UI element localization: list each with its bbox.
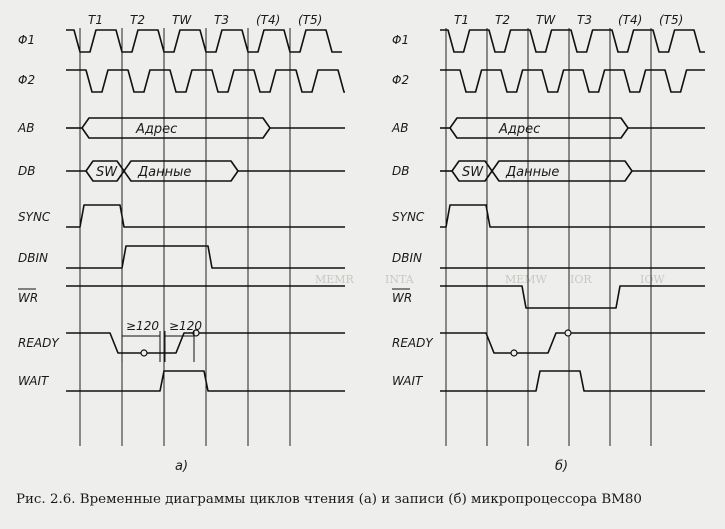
tick-label-t2: T2 bbox=[495, 13, 510, 27]
setup-time-label: ≥120 bbox=[126, 319, 159, 333]
tick-label-t5: (T5) bbox=[659, 13, 684, 27]
signal-label-1: Φ1 bbox=[18, 33, 36, 47]
tick-label-t3: T3 bbox=[577, 13, 592, 27]
tick-label-t3: T3 bbox=[214, 13, 229, 27]
setup-time-label: ≥120 bbox=[169, 319, 202, 333]
ghost-text: INTA bbox=[385, 273, 414, 286]
ghost-text: MEMW bbox=[505, 273, 547, 286]
phi2-waveform bbox=[440, 70, 705, 92]
tick-label-t5: (T5) bbox=[298, 13, 323, 27]
signal-label-wr: WR bbox=[18, 291, 39, 305]
ghost-text: MEMR bbox=[315, 273, 354, 286]
phi1-waveform bbox=[66, 30, 342, 52]
write-cycle-panel bbox=[391, 13, 705, 474]
signal-label-2: Φ2 bbox=[392, 73, 410, 87]
wr-waveform bbox=[440, 286, 705, 308]
sample-point-marker bbox=[511, 350, 517, 356]
tick-label-t2: T2 bbox=[130, 13, 145, 27]
signal-label-ready: READY bbox=[18, 336, 59, 350]
signal-label-sync: SYNC bbox=[392, 210, 425, 224]
status-word-label: SW bbox=[96, 165, 118, 180]
phi1-waveform bbox=[440, 30, 705, 52]
address-label: Адрес bbox=[136, 122, 178, 137]
signal-label-sync: SYNC bbox=[18, 210, 51, 224]
ready-waveform bbox=[440, 333, 705, 353]
signal-label-wait: WAIT bbox=[392, 374, 423, 388]
tick-label-t4: (T4) bbox=[256, 13, 281, 27]
signal-label-ready: READY bbox=[392, 336, 433, 350]
data-label: Данные bbox=[138, 165, 192, 180]
wait-waveform bbox=[440, 371, 705, 391]
tick-label-t1: T1 bbox=[88, 13, 103, 27]
signal-label-db: DB bbox=[18, 164, 36, 178]
status-word-label: SW bbox=[462, 165, 484, 180]
sync-waveform bbox=[440, 205, 705, 227]
signal-label-ab: AB bbox=[392, 121, 409, 135]
sample-point-marker bbox=[141, 350, 147, 356]
panel-label: б) bbox=[555, 459, 569, 474]
data-label: Данные bbox=[506, 165, 560, 180]
ghost-text: IOW bbox=[640, 273, 665, 286]
signal-label-db: DB bbox=[392, 164, 410, 178]
figure-caption: Рис. 2.6. Временные диаграммы циклов чтения (а) и записи (б) микропроцессора ВМ80 bbox=[16, 492, 642, 507]
address-label: Адрес bbox=[499, 122, 541, 137]
tick-label-tw: TW bbox=[172, 13, 192, 27]
panel-label: а) bbox=[175, 459, 189, 474]
signal-label-dbin: DBIN bbox=[18, 251, 48, 265]
read-cycle-panel bbox=[17, 13, 345, 474]
background-bleed-through bbox=[315, 273, 665, 286]
tick-label-t1: T1 bbox=[454, 13, 469, 27]
signal-label-wait: WAIT bbox=[18, 374, 49, 388]
signal-label-ab: AB bbox=[18, 121, 35, 135]
tick-label-tw: TW bbox=[536, 13, 556, 27]
signal-label-2: Φ2 bbox=[18, 73, 36, 87]
signal-label-1: Φ1 bbox=[392, 33, 410, 47]
signal-label-dbin: DBIN bbox=[392, 251, 422, 265]
signal-label-wr: WR bbox=[392, 291, 413, 305]
sample-point-marker bbox=[565, 330, 571, 336]
tick-label-t4: (T4) bbox=[618, 13, 643, 27]
ghost-text: IOR bbox=[570, 273, 592, 286]
